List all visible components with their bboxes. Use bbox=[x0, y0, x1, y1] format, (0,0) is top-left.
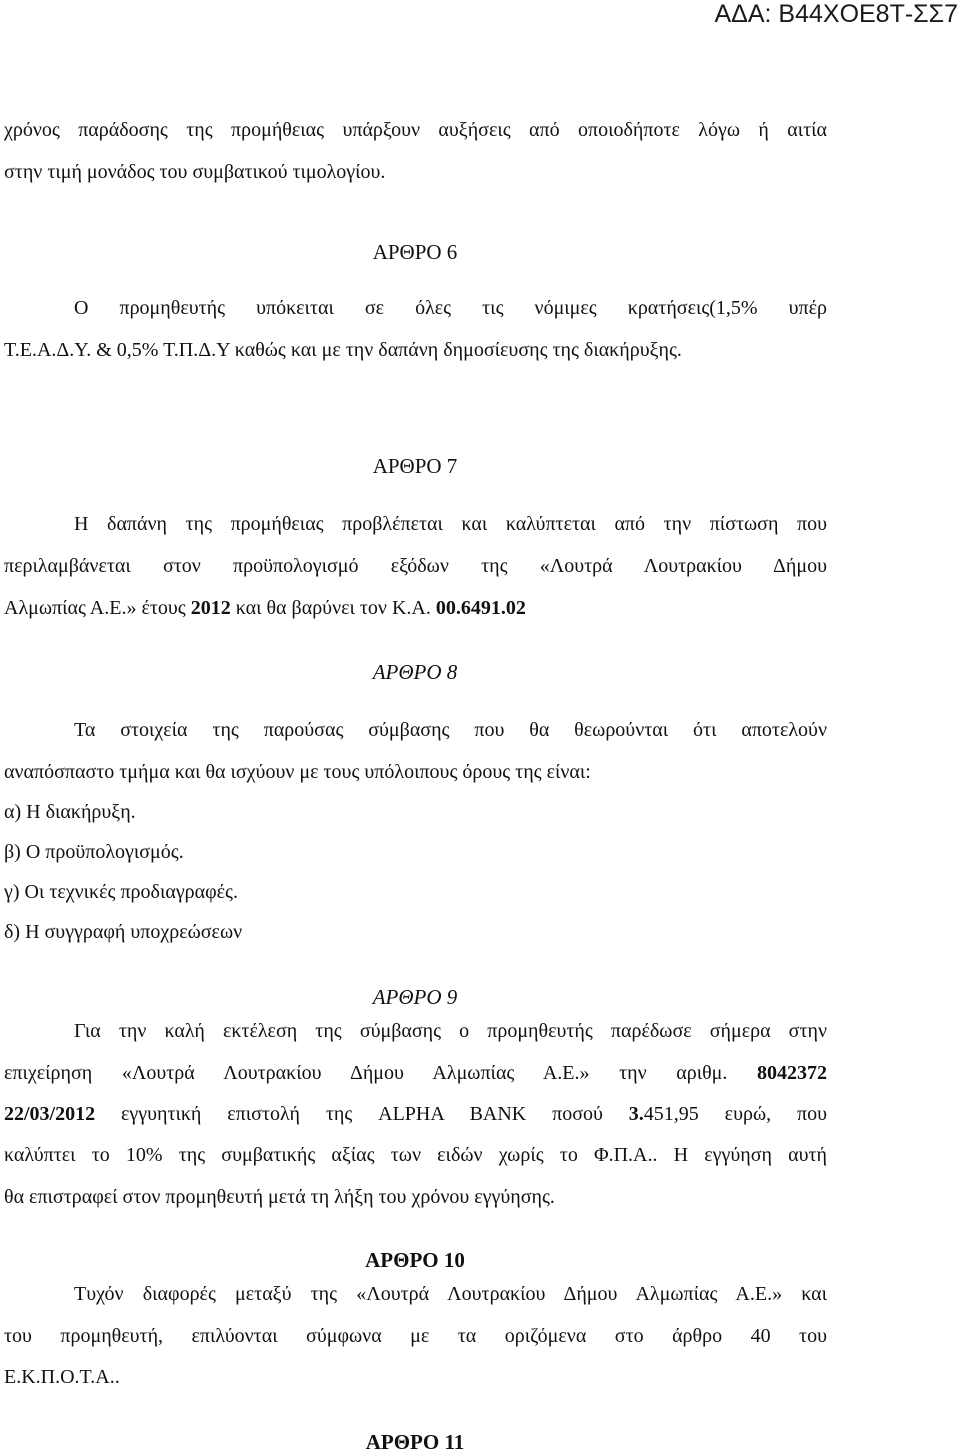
list-item: β) Ο προϋπολογισμός. bbox=[4, 841, 184, 863]
article-10-heading: ΑΡΘΡΟ 10 bbox=[365, 1248, 465, 1272]
guarantee-date: 22/03/2012 bbox=[4, 1103, 96, 1125]
guarantee-number: 8042372 bbox=[757, 1062, 827, 1084]
text-run: και θα βαρύνει τον Κ.Α. bbox=[230, 597, 436, 619]
text-run: εγγυητική επιστολή της ALPHA BANK ποσού bbox=[95, 1103, 629, 1125]
budget-code: 00.6491.02 bbox=[435, 597, 526, 619]
text-line: αναπόσπαστο τμήμα και θα ισχύουν με τους υπόλοιπους όρους της είναι: bbox=[4, 761, 591, 783]
text-line bbox=[4, 1061, 827, 1085]
text-line: θα επιστραφεί στον προμηθευτή μετά τη λήξη του χρόνου εγγύησης. bbox=[4, 1186, 555, 1208]
text-line: Για την καλή εκτέλεση της σύμβασης ο προμηθευτής παρέδωσε σήμερα στην bbox=[74, 1020, 827, 1042]
article-7-heading: ΑΡΘΡΟ 7 bbox=[372, 454, 458, 478]
text-line: Ο προμηθευτής υπόκειται σε όλες τις νόμιμες κρατήσεις(1,5% υπέρ bbox=[74, 297, 827, 319]
text-line: Ε.Κ.Π.Ο.Τ.Α.. bbox=[4, 1366, 120, 1388]
text-line bbox=[4, 596, 526, 620]
list-item: δ) Η συγγραφή υποχρεώσεων bbox=[4, 921, 243, 943]
text-line: Τυχόν διαφορές μεταξύ της «Λουτρά Λουτρακίου Δήμου Αλμωπίας Α.Ε.» και bbox=[74, 1283, 827, 1305]
article-8-heading: ΑΡΘΡΟ 8 bbox=[372, 660, 458, 684]
year-value: 2012 bbox=[190, 597, 231, 619]
text-line: του προμηθευτή, επιλύονται σύμφωνα με τα οριζόμενα στο άρθρο 40 του bbox=[4, 1325, 827, 1347]
text-line: στην τιμή μονάδος του συμβατικού τιμολογίου. bbox=[4, 161, 386, 183]
text-line: Τ.Ε.Α.Δ.Υ. & 0,5% Τ.Π.Δ.Υ καθώς και με την δαπάνη δημοσίευσης της διακήρυξης. bbox=[4, 339, 682, 361]
list-item: α) Η διακήρυξη. bbox=[4, 801, 136, 823]
list-item: γ) Οι τεχνικές προδιαγραφές. bbox=[4, 881, 238, 903]
article-9-heading: ΑΡΘΡΟ 9 bbox=[372, 985, 458, 1009]
text-run: Αλμωπίας Α.Ε.» έτους bbox=[4, 597, 191, 619]
text-line: χρόνος παράδοσης της προμήθειας υπάρξουν αυξήσεις από οποιοδήποτε λόγω ή αιτία bbox=[4, 119, 827, 141]
text-run: επιχείρηση «Λουτρά Λουτρακίου Δήμου Αλμωπίας Α.Ε.» την αριθμ. bbox=[4, 1062, 757, 1084]
text-run: 451,95 ευρώ, που bbox=[643, 1103, 828, 1125]
amount-bold: 3. bbox=[628, 1103, 644, 1125]
article-6-heading: ΑΡΘΡΟ 6 bbox=[372, 240, 458, 264]
article-11-heading: ΑΡΘΡΟ 11 bbox=[365, 1430, 465, 1454]
text-line bbox=[4, 1102, 827, 1126]
text-line: Τα στοιχεία της παρούσας σύμβασης που θα θεωρούνται ότι αποτελούν bbox=[74, 719, 827, 741]
ada-code: ΑΔΑ: Β44ΧΟΕ8Τ-ΣΣ7 bbox=[714, 0, 958, 28]
text-line: καλύπτει το 10% της συμβατικής αξίας των ειδών χωρίς το Φ.Π.Α.. Η εγγύηση αυτή bbox=[4, 1144, 827, 1166]
text-line: περιλαμβάνεται στον προϋπολογισμό εξόδων της «Λουτρά Λουτρακίου Δήμου bbox=[4, 555, 827, 577]
text-line: Η δαπάνη της προμήθειας προβλέπεται και καλύπτεται από την πίστωση που bbox=[74, 513, 827, 535]
